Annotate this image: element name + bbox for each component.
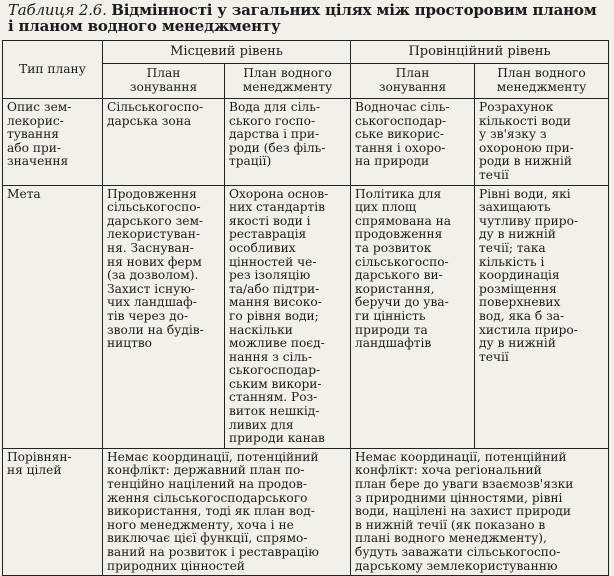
row-label-comparison: Порівнян- ня цілей <box>3 448 103 575</box>
corner-header: Тип плану <box>3 41 103 99</box>
table-title: Відмінності у загальних цілях між просторовим планом і планом водного менеджменту <box>8 1 597 35</box>
table-cell: Охорона основ- них стандартів якості води і реставрація особливих цінностей че- рез ізоляцію та/або підтри- мання високо- го рівня води; наскільки можливе поєд- нання з сіль- ськогосподар- ським викори- станням. Роз- виток нешкід- ливих для природи канав <box>225 185 351 448</box>
table-number: Таблиця 2.6. <box>8 1 107 19</box>
comparison-table <box>2 40 609 576</box>
provincial-level-header: Провінційний рівень <box>351 41 609 64</box>
merged-cell-local: Немає координації, потенційний конфлікт: державний план по- тенційно націлений на продов- ження сільськогосподарського використання, тоді як план вод- ного менеджменту, хоча і не виключає цієї функції, спрямо- ваний на розвиток і реставрацію природних цінностей <box>103 448 351 575</box>
merged-cell-provincial: Немає координації, потенційний конфлікт: хоча регіональний план бере до уваги взаємозв'язки з природними цінностями, рівні води, націлені на захист природи в нижній течії (як показано в плані водного менеджменту), будуть заважати сільськогоспо- дарському землекористуванню <box>351 448 609 575</box>
provincial-zoning-header: План зонування <box>351 64 475 99</box>
table-cell: Сільськогоспо- дарська зона <box>103 99 225 186</box>
level-header-row <box>3 41 609 64</box>
row-label-goal: Мета <box>3 185 103 448</box>
table-caption <box>8 2 598 34</box>
table-row <box>3 99 609 186</box>
table-row <box>3 185 609 448</box>
table-cell: Вода для сіль- ського госпо- дарства і при- роди (без філь- трації) <box>225 99 351 186</box>
table-cell: Розрахунок кількості води у зв'язку з охороною при- роди в нижній течії <box>475 99 609 186</box>
local-water-header: План водного менеджменту <box>225 64 351 99</box>
provincial-water-header: План водного менеджменту <box>475 64 609 99</box>
table-cell: Рівні води, які захищають чутливу приро- ду в нижній течії; така кількість і координація розміщення поверхневих вод, яка б за- хистила приро- ду в нижній течії <box>475 185 609 448</box>
local-level-header: Місцевий рівень <box>103 41 351 64</box>
row-label-description: Опис зем- лекорис- тування або при- значення <box>3 99 103 186</box>
table-cell: Водночас сіль- ськогосподар- ське викорис- тання і охоро- на природи <box>351 99 475 186</box>
table-cell: Політика для цих площ спрямована на продовження та розвиток сільськогоспо- дарського ви- користання, беручи до ува- ги цінність природи та ландшафтів <box>351 185 475 448</box>
table-cell: Продовження сільськогоспо- дарського зем- лекористуван- ня. Заснуван- ня нових ферм (за дозволом). Захист існую- чих ландшаф- тів через до- зволи на будів- ництво <box>103 185 225 448</box>
local-zoning-header: План зонування <box>103 64 225 99</box>
